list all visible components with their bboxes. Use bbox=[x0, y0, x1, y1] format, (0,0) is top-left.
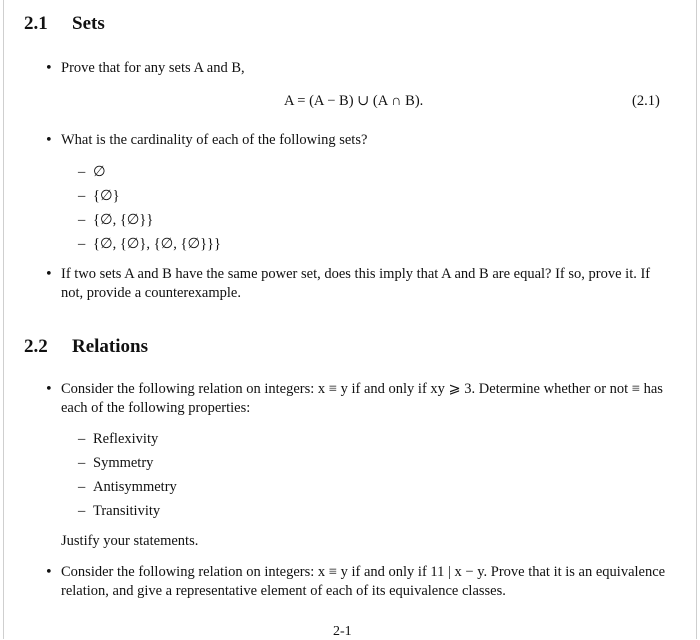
section-heading-sets bbox=[24, 13, 105, 35]
relations-item-mod11: Consider the following relation on integers: x ≡ y if and only if 11 | x − y. Prove that it is an equivalence relation, and give a representative element of each of its equivalence classes. bbox=[61, 564, 666, 599]
section-title: Relations bbox=[72, 336, 148, 357]
justify-text: Justify your statements. bbox=[61, 533, 199, 549]
dash-icon: – bbox=[78, 236, 86, 252]
bullet-icon: • bbox=[45, 133, 53, 148]
dash-icon: – bbox=[78, 212, 86, 228]
dash-icon: – bbox=[78, 503, 86, 519]
right-border bbox=[696, 0, 697, 639]
property-label: Symmetry bbox=[93, 455, 154, 471]
equation-number: (2.1) bbox=[632, 93, 660, 109]
dash-icon: – bbox=[78, 431, 86, 447]
cardinality-set: {∅} bbox=[93, 188, 120, 204]
left-border bbox=[3, 0, 4, 639]
property-label: Transitivity bbox=[93, 503, 161, 519]
cardinality-set: {∅, {∅}, {∅, {∅}}} bbox=[93, 236, 221, 252]
page-number: 2-1 bbox=[333, 624, 352, 639]
property-label: Reflexivity bbox=[93, 431, 159, 447]
section-number: 2.1 bbox=[24, 13, 48, 34]
equation: A = (A − B) ∪ (A ∩ B). bbox=[284, 93, 424, 109]
cardinality-item bbox=[78, 163, 106, 181]
cardinality-set: {∅, {∅}} bbox=[93, 212, 154, 228]
dash-icon: – bbox=[78, 455, 86, 471]
bullet-icon: • bbox=[45, 267, 53, 282]
sets-item-prove: Prove that for any sets A and B, bbox=[61, 60, 245, 76]
bullet-icon: • bbox=[45, 565, 53, 580]
dash-icon: – bbox=[78, 164, 86, 180]
cardinality-set: ∅ bbox=[93, 164, 106, 180]
relations-item-xy: Consider the following relation on integers: x ≡ y if and only if xy ⩾ 3. Determine whether or not ≡ has each of the following properties: bbox=[61, 381, 663, 416]
property-item bbox=[78, 478, 177, 496]
property-item bbox=[78, 430, 158, 448]
property-label: Antisymmetry bbox=[93, 479, 177, 495]
cardinality-item bbox=[78, 211, 153, 229]
bullet-icon: • bbox=[45, 382, 53, 397]
sets-item-power-set: If two sets A and B have the same power set, does this imply that A and B are equal? If so, prove it. If not, provide a counterexample. bbox=[61, 266, 651, 301]
sets-item-cardinality: What is the cardinality of each of the following sets? bbox=[61, 132, 368, 148]
cardinality-item bbox=[78, 235, 221, 253]
section-number: 2.2 bbox=[24, 336, 48, 357]
dash-icon: – bbox=[78, 188, 86, 204]
dash-icon: – bbox=[78, 479, 86, 495]
property-item bbox=[78, 502, 160, 520]
property-item bbox=[78, 454, 153, 472]
section-title: Sets bbox=[72, 13, 105, 34]
bullet-icon: • bbox=[45, 61, 53, 76]
cardinality-item bbox=[78, 187, 120, 205]
section-heading-relations bbox=[24, 336, 148, 358]
